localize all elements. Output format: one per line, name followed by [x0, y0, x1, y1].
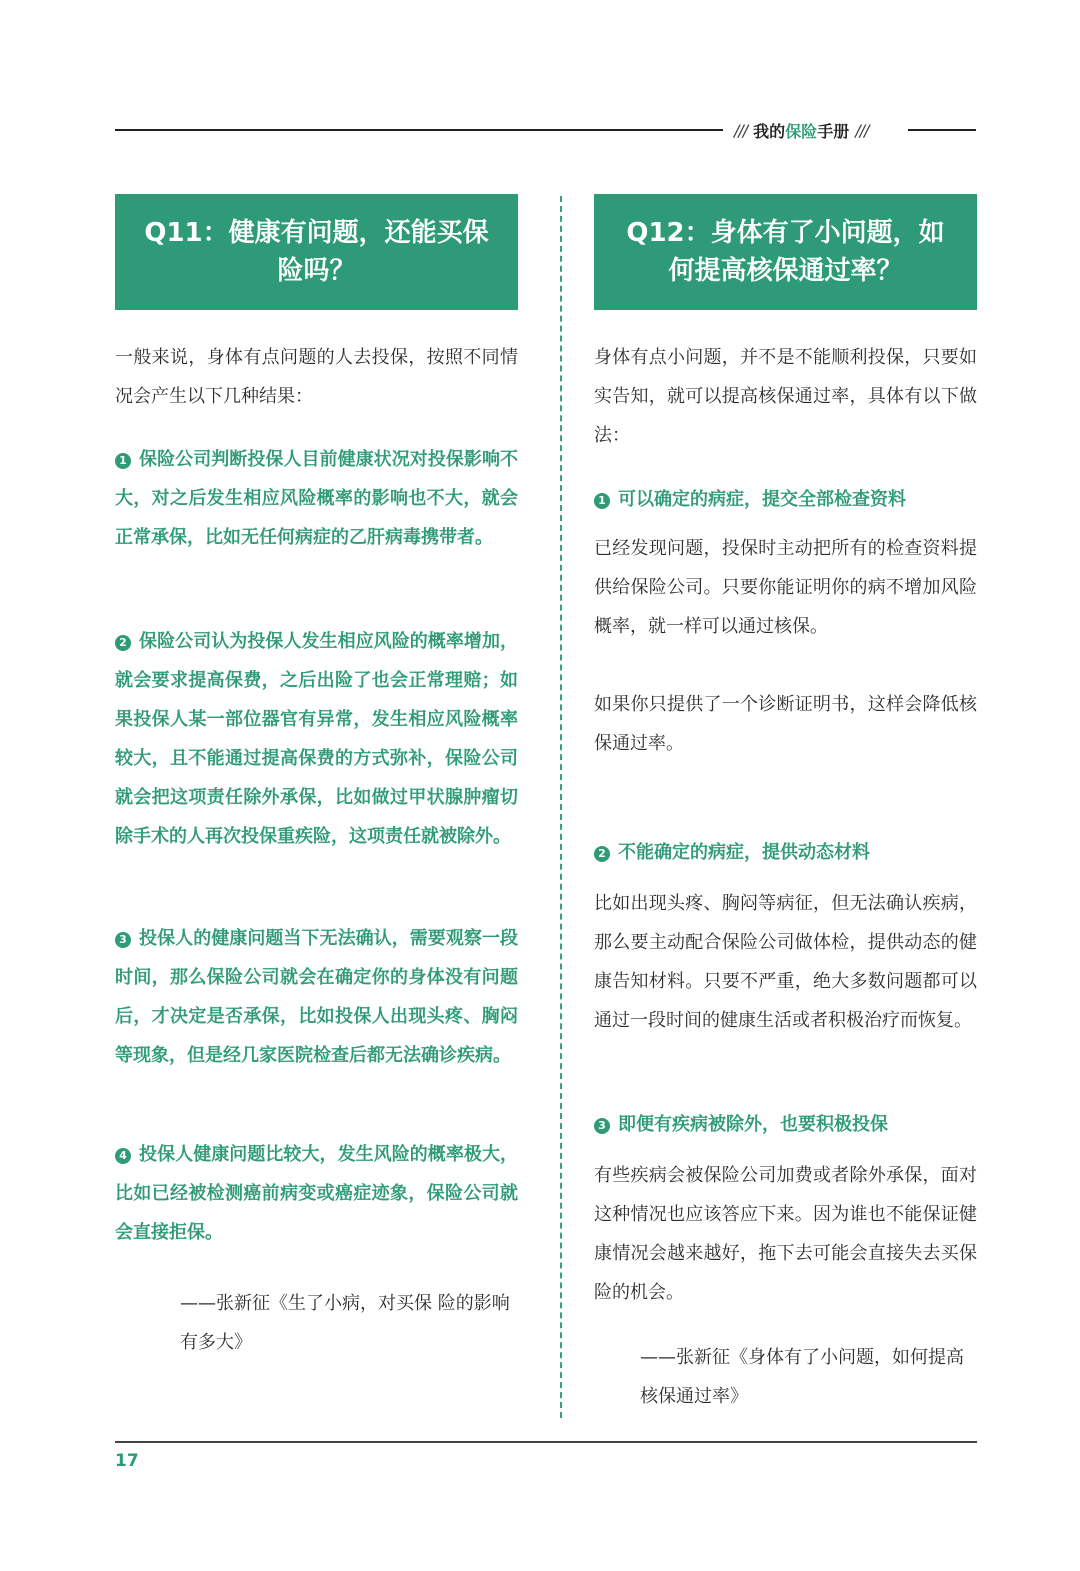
right-section-1-heading: [594, 485, 977, 515]
right-intro: 身体有点小问题，并不是不能顺利投保，只要如实告知，就可以提高核保通过率，具体有以下做法：: [594, 347, 977, 446]
right-section-2-heading: [594, 838, 977, 868]
right-section-2-heading-text: 不能确定的病症，提供动态材料: [618, 842, 870, 863]
footer-rule: [115, 1441, 977, 1443]
left-item-3: [115, 919, 518, 1075]
right-quote-attribution: ——张新征《身体有了小问题，如何提高核保通过率》: [640, 1347, 964, 1407]
number-badge-2: 2: [594, 846, 610, 862]
left-item-2-text: 保险公司认为投保人发生相应风险的概率增加，就会要求提高保费，之后出险了也会正常理赔；如果投保人某一部位器官有异常，发生相应风险概率较大，且不能通过提高保费的方式弥补，保险公司就会把这项责任除外承保，比如做过甲状腺肿瘤切除手术的人再次投保重疾险，这项责任就被除外。: [115, 631, 518, 847]
right-section-3-heading-text: 即便有疾病被除外，也要积极投保: [618, 1114, 888, 1135]
header-slash-left: ///: [734, 120, 748, 140]
number-badge-2: 2: [115, 635, 131, 651]
left-item-4-text: 投保人健康问题比较大，发生风险的概率极大，比如已经被检测癌前病变或癌症迹象，保险公司就会直接拒保。: [115, 1144, 518, 1243]
header-title-part2: 手册: [817, 121, 850, 141]
right-section-3-heading: [594, 1110, 977, 1140]
question-title-q12: Q12：身体有了小问题，如何提高核保通过率？: [626, 218, 945, 286]
page-number: 17: [115, 1451, 139, 1471]
number-badge-3: 3: [115, 932, 131, 948]
header-title: [734, 119, 868, 141]
header-rule-left: [115, 129, 723, 131]
question-title-q11: Q11：健康有问题，还能买保险吗？: [144, 218, 489, 286]
left-item-1-text: 保险公司判断投保人目前健康状况对投保影响不大，对之后发生相应风险概率的影响也不大，就会正常承保，比如无任何病症的乙肝病毒携带者。: [115, 449, 518, 548]
header-rule-right: [908, 129, 976, 131]
right-section-1-heading-text: 可以确定的病症，提交全部检查资料: [618, 489, 906, 510]
number-badge-1: 1: [594, 493, 610, 509]
number-badge-4: 4: [115, 1148, 131, 1164]
right-section-3-paragraph-1: 有些疾病会被保险公司加费或者除外承保，面对这种情况也应该答应下来。因为谁也不能保证健康情况会越来越好，拖下去可能会直接失去买保险的机会。: [594, 1165, 977, 1303]
header-slash-right: ///: [855, 120, 869, 140]
left-item-1: [115, 440, 518, 557]
right-section-2-paragraph-1: 比如出现头疼、胸闷等病征，但无法确认疾病，那么要主动配合保险公司做体检，提供动态的健康告知材料。只要不严重，绝大多数问题都可以通过一段时间的健康生活或者积极治疗而恢复。: [594, 893, 977, 1031]
number-badge-3: 3: [594, 1118, 610, 1134]
left-item-3-text: 投保人的健康问题当下无法确认，需要观察一段时间，那么保险公司就会在确定你的身体没有问题后，才决定是否承保，比如投保人出现头疼、胸闷等现象，但是经几家医院检查后都无法确诊疾病。: [115, 928, 518, 1066]
left-quote-attribution: ——张新征《生了小病，对买保 险的影响有多大》: [180, 1293, 510, 1353]
column-divider: [560, 196, 562, 1418]
header-title-part1: 我的: [753, 121, 786, 141]
right-section-1-paragraph-2: 如果你只提供了一个诊断证明书，这样会降低核保通过率。: [594, 694, 977, 754]
left-item-2: [115, 622, 518, 856]
question-box-q11: [115, 194, 518, 310]
left-intro: 一般来说，身体有点问题的人去投保，按照不同情况会产生以下几种结果：: [115, 347, 518, 407]
number-badge-1: 1: [115, 453, 131, 469]
header-title-accent: 保险: [785, 121, 818, 141]
left-item-4: [115, 1135, 518, 1252]
question-box-q12: [594, 194, 977, 310]
right-section-1-paragraph-1: 已经发现问题，投保时主动把所有的检查资料提供给保险公司。只要你能证明你的病不增加风险概率，就一样可以通过核保。: [594, 538, 977, 637]
